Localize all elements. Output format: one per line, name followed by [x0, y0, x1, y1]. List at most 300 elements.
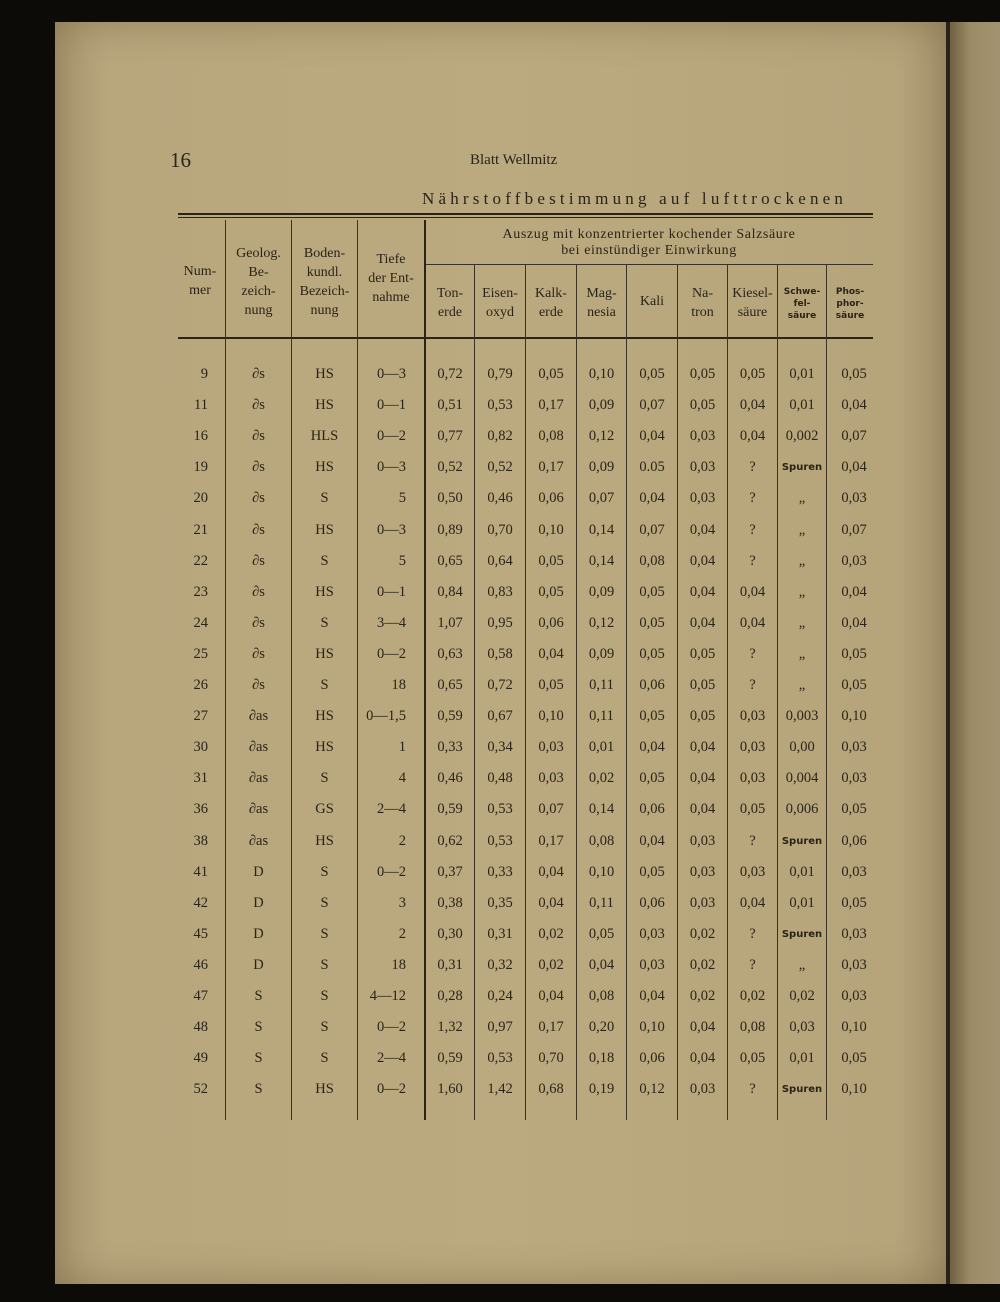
- cell-kalkerde: 0,05: [538, 366, 564, 382]
- cell-kalkerde: 0,05: [538, 583, 564, 600]
- table-row: [0, 577, 1000, 608]
- table-row: [0, 826, 1000, 857]
- cell-eisenoxyd: 1,42: [487, 1081, 513, 1098]
- table-row: [0, 421, 1000, 452]
- table-row: [0, 670, 1000, 701]
- table-row: [0, 981, 1000, 1012]
- cell-kali: 0,06: [639, 894, 665, 911]
- cell-kali: 0,12: [639, 1081, 665, 1098]
- cell-kali: 0,05: [639, 614, 665, 631]
- cell-geolog: ∂s: [252, 521, 265, 538]
- cell-bodenkundl: S: [320, 894, 329, 911]
- cell-tonerde: 0,77: [437, 428, 463, 445]
- cell-magnesia: 0,19: [588, 1081, 615, 1098]
- cell-kali: 0,03: [639, 925, 665, 942]
- cell-magnesia: 0,08: [588, 832, 615, 849]
- cell-tiefe: 18: [391, 677, 406, 693]
- cell-geolog: ∂s: [252, 677, 265, 693]
- cell-kalkerde: 0,17: [538, 1019, 564, 1036]
- cell-tiefe: 0—2: [377, 1081, 406, 1098]
- cell-nummer: 41: [193, 863, 208, 880]
- cell-kieselsaeure: 0,05: [739, 1050, 766, 1067]
- cell-tonerde: 0,62: [437, 832, 463, 849]
- cell-geolog: S: [254, 1050, 263, 1067]
- cell-tonerde: 0,38: [437, 894, 463, 911]
- cell-natron: 0,05: [689, 645, 716, 662]
- cell-tiefe: 0—3: [377, 459, 406, 476]
- cell-tiefe: 5: [398, 552, 406, 569]
- cell-kali: 0,04: [639, 832, 665, 849]
- cell-tonerde: 0,59: [437, 1050, 463, 1067]
- cell-phosphorsaeure: 0,03: [841, 956, 867, 973]
- header-magnesia: Mag- nesia: [586, 286, 617, 320]
- cell-phosphorsaeure: 0,03: [841, 863, 867, 880]
- cell-geolog: ∂s: [252, 397, 265, 414]
- cell-kali: 0,05: [639, 366, 665, 382]
- cell-kali: 0,07: [639, 521, 665, 538]
- cell-magnesia: 0,08: [588, 988, 615, 1004]
- header-kalkerde: Kalk- erde: [535, 286, 567, 320]
- cell-kieselsaeure: 0,05: [739, 801, 766, 818]
- table-row: [0, 763, 1000, 794]
- cell-eisenoxyd: 0,72: [487, 677, 513, 693]
- table-row: [0, 1074, 1000, 1105]
- cell-tiefe: 0—3: [377, 366, 406, 382]
- cell-geolog: D: [253, 863, 264, 880]
- cell-phosphorsaeure: 0,03: [841, 770, 867, 787]
- cell-magnesia: 0,11: [589, 894, 614, 911]
- cell-magnesia: 0,14: [588, 521, 615, 538]
- cell-tonerde: 1,60: [437, 1081, 463, 1098]
- cell-tiefe: 18: [391, 956, 406, 973]
- table-row: [0, 608, 1000, 639]
- cell-kalkerde: 0,06: [538, 490, 564, 507]
- cell-natron: 0,05: [689, 677, 716, 693]
- cell-kali: 0,05: [639, 645, 665, 662]
- cell-eisenoxyd: 0,67: [487, 708, 513, 725]
- header-auszug: Auszug mit konzentrierter kochender Salzsäure bei einstündiger Einwirkung: [502, 227, 796, 258]
- cell-tiefe: 1: [398, 739, 406, 756]
- cell-geolog: ∂s: [252, 366, 265, 382]
- cell-kali: 0,07: [639, 397, 665, 414]
- cell-kali: 0,06: [639, 677, 665, 693]
- cell-natron: 0,04: [689, 521, 716, 538]
- cell-tonerde: 0,51: [437, 397, 463, 414]
- cell-eisenoxyd: 0,24: [487, 988, 513, 1004]
- cell-schwefelsaeure: 0,01: [789, 863, 815, 880]
- cell-nummer: 30: [193, 739, 208, 756]
- cell-nummer: 11: [194, 397, 208, 414]
- cell-eisenoxyd: 0,53: [487, 832, 513, 849]
- cell-kieselsaeure: ?: [749, 521, 756, 538]
- cell-bodenkundl: HLS: [310, 428, 339, 445]
- cell-nummer: 31: [193, 770, 208, 787]
- cell-schwefelsaeure: „: [798, 521, 806, 538]
- cell-kieselsaeure: ?: [749, 459, 756, 476]
- cell-magnesia: 0,02: [588, 770, 615, 787]
- cell-tiefe: 4: [398, 770, 406, 787]
- cell-kieselsaeure: 0,04: [739, 614, 766, 631]
- cell-tiefe: 0—2: [377, 428, 406, 445]
- table-row: [0, 888, 1000, 919]
- cell-nummer: 20: [193, 490, 208, 507]
- cell-natron: 0,04: [689, 614, 716, 631]
- cell-natron: 0,03: [689, 894, 716, 911]
- cell-tonerde: 1,32: [437, 1019, 463, 1036]
- cell-natron: 0,03: [689, 459, 716, 476]
- cell-kalkerde: 0,02: [538, 925, 564, 942]
- cell-tonerde: 0,72: [437, 366, 463, 382]
- header-bodenkundl: Boden- kundl. Bezeich- nung: [299, 246, 350, 318]
- cell-schwefelsaeure: „: [798, 583, 806, 600]
- cell-kieselsaeure: 0,03: [739, 739, 766, 756]
- cell-schwefelsaeure: „: [798, 956, 806, 973]
- cell-kieselsaeure: ?: [749, 552, 756, 569]
- cell-schwefelsaeure: „: [798, 645, 806, 662]
- cell-kieselsaeure: 0,04: [739, 428, 766, 445]
- cell-phosphorsaeure: 0,05: [841, 801, 867, 818]
- cell-bodenkundl: S: [320, 925, 329, 942]
- cell-nummer: 45: [193, 925, 208, 942]
- cell-eisenoxyd: 0,34: [487, 739, 513, 756]
- cell-natron: 0,04: [689, 739, 716, 756]
- cell-natron: 0,03: [689, 428, 716, 445]
- cell-schwefelsaeure: 0,006: [785, 801, 819, 818]
- cell-kalkerde: 0,02: [538, 956, 564, 973]
- cell-eisenoxyd: 0,53: [487, 1050, 513, 1067]
- table-row: [0, 1012, 1000, 1043]
- cell-magnesia: 0,01: [588, 739, 615, 756]
- cell-kalkerde: 0,17: [538, 832, 564, 849]
- header-tiefe: Tiefe der Ent- nahme: [368, 252, 414, 305]
- cell-tiefe: 0—2: [377, 645, 406, 662]
- cell-magnesia: 0,09: [588, 583, 615, 600]
- cell-kieselsaeure: ?: [749, 645, 756, 662]
- cell-natron: 0,05: [689, 708, 716, 725]
- cell-magnesia: 0,20: [588, 1019, 615, 1036]
- cell-eisenoxyd: 0,58: [487, 645, 513, 662]
- cell-tiefe: 3: [398, 894, 406, 911]
- cell-kalkerde: 0,68: [538, 1081, 564, 1098]
- cell-kieselsaeure: 0,03: [739, 863, 766, 880]
- cell-nummer: 25: [193, 645, 208, 662]
- cell-natron: 0,04: [689, 1050, 716, 1067]
- cell-kalkerde: 0,10: [538, 708, 564, 725]
- cell-magnesia: 0,10: [588, 863, 615, 880]
- cell-tiefe: 0—2: [377, 1019, 406, 1036]
- cell-bodenkundl: S: [320, 770, 329, 787]
- cell-magnesia: 0,14: [588, 801, 615, 818]
- cell-phosphorsaeure: 0,03: [841, 739, 867, 756]
- cell-geolog: ∂as: [248, 708, 269, 725]
- cell-bodenkundl: S: [320, 614, 329, 631]
- cell-magnesia: 0,09: [588, 645, 615, 662]
- cell-bodenkundl: S: [320, 490, 329, 507]
- cell-bodenkundl: S: [320, 988, 329, 1004]
- cell-magnesia: 0,12: [588, 614, 615, 631]
- auszug-subrule: [425, 264, 873, 265]
- header-tonerde: Ton- erde: [436, 286, 464, 320]
- cell-nummer: 42: [193, 894, 208, 911]
- cell-kalkerde: 0,03: [538, 739, 564, 756]
- header-kieselsaeure: Kiesel- säure: [732, 286, 773, 320]
- cell-geolog: ∂s: [252, 428, 265, 445]
- cell-eisenoxyd: 0,95: [487, 614, 513, 631]
- table-row: [0, 732, 1000, 763]
- cell-kali: 0,03: [639, 956, 665, 973]
- cell-kalkerde: 0,04: [538, 645, 564, 662]
- cell-schwefelsaeure: 0,01: [789, 1050, 815, 1067]
- cell-kali: 0,08: [639, 552, 665, 569]
- cell-bodenkundl: HS: [315, 739, 334, 756]
- cell-bodenkundl: S: [320, 677, 329, 693]
- cell-tonerde: 0,37: [437, 863, 463, 880]
- cell-phosphorsaeure: 0,03: [841, 552, 867, 569]
- cell-kieselsaeure: ?: [749, 490, 756, 507]
- table-row: [0, 515, 1000, 546]
- cell-nummer: 46: [193, 956, 208, 973]
- cell-kieselsaeure: 0,04: [739, 583, 766, 600]
- cell-tonerde: 0,63: [437, 645, 463, 662]
- header-geolog: Geolog. Be- zeich- nung: [236, 246, 281, 318]
- cell-tonerde: 0,52: [437, 459, 463, 476]
- cell-natron: 0,03: [689, 863, 716, 880]
- cell-schwefelsaeure: Spuren: [781, 835, 823, 847]
- header-phosphorsaeure: Phos- phor- säure: [835, 287, 865, 321]
- header-schwefelsaeure: Schwe- fel- säure: [783, 287, 821, 321]
- cell-magnesia: 0,14: [588, 552, 615, 569]
- cell-eisenoxyd: 0,82: [487, 428, 513, 445]
- table-row: [0, 452, 1000, 483]
- cell-geolog: D: [253, 894, 264, 911]
- cell-nummer: 9: [200, 366, 208, 382]
- cell-eisenoxyd: 0,64: [487, 552, 513, 569]
- cell-bodenkundl: S: [320, 956, 329, 973]
- cell-bodenkundl: S: [320, 1019, 329, 1036]
- cell-kali: 0,06: [639, 1050, 665, 1067]
- cell-kalkerde: 0,10: [538, 521, 564, 538]
- cell-geolog: ∂as: [248, 770, 269, 787]
- cell-natron: 0,05: [689, 397, 716, 414]
- cell-natron: 0,03: [689, 1081, 716, 1098]
- cell-kieselsaeure: 0,08: [739, 1019, 766, 1036]
- cell-bodenkundl: GS: [315, 801, 334, 818]
- cell-eisenoxyd: 0,31: [487, 925, 513, 942]
- table-top-rule: [178, 213, 873, 215]
- table-row: [0, 1043, 1000, 1074]
- cell-nummer: 16: [193, 428, 208, 445]
- cell-geolog: S: [254, 1081, 263, 1098]
- cell-nummer: 19: [193, 459, 208, 476]
- cell-schwefelsaeure: „: [798, 552, 806, 569]
- cell-kali: 0,05: [639, 708, 665, 725]
- cell-magnesia: 0,09: [588, 459, 615, 476]
- cell-schwefelsaeure: 0,01: [789, 397, 815, 414]
- cell-eisenoxyd: 0,46: [487, 490, 513, 507]
- cell-magnesia: 0,11: [589, 677, 614, 693]
- cell-kieselsaeure: 0,04: [739, 894, 766, 911]
- table-row: [0, 794, 1000, 825]
- cell-nummer: 48: [193, 1019, 208, 1036]
- table-row: [0, 950, 1000, 981]
- cell-magnesia: 0,07: [588, 490, 615, 507]
- cell-bodenkundl: HS: [315, 832, 334, 849]
- cell-kalkerde: 0,17: [538, 397, 564, 414]
- cell-natron: 0,04: [689, 801, 716, 818]
- cell-schwefelsaeure: „: [798, 677, 806, 693]
- cell-natron: 0,04: [689, 1019, 716, 1036]
- cell-phosphorsaeure: 0,04: [841, 459, 867, 476]
- cell-nummer: 24: [193, 614, 208, 631]
- cell-geolog: D: [253, 925, 264, 942]
- cell-geolog: ∂s: [252, 614, 265, 631]
- cell-magnesia: 0,18: [588, 1050, 615, 1067]
- cell-magnesia: 0,12: [588, 428, 615, 445]
- running-head: Blatt Wellmitz: [470, 152, 558, 168]
- cell-tiefe: 3—4: [377, 614, 406, 631]
- cell-schwefelsaeure: Spuren: [781, 1084, 823, 1096]
- cell-eisenoxyd: 0,79: [487, 366, 513, 382]
- cell-tiefe: 0—1,5: [366, 708, 406, 725]
- cell-kalkerde: 0,06: [538, 614, 564, 631]
- cell-phosphorsaeure: 0,05: [841, 366, 867, 382]
- cell-nummer: 21: [193, 521, 208, 538]
- cell-nummer: 27: [193, 708, 208, 725]
- cell-tonerde: 0,50: [437, 490, 463, 507]
- cell-tonerde: 0,59: [437, 801, 463, 818]
- cell-phosphorsaeure: 0,03: [841, 925, 867, 942]
- cell-nummer: 52: [193, 1081, 208, 1098]
- cell-kali: 0,05: [639, 770, 665, 787]
- cell-kali: 0,04: [639, 739, 665, 756]
- cell-magnesia: 0,10: [588, 366, 615, 382]
- cell-geolog: ∂s: [252, 490, 265, 507]
- cell-schwefelsaeure: Spuren: [781, 462, 823, 474]
- cell-geolog: ∂s: [252, 583, 265, 600]
- cell-kieselsaeure: ?: [749, 832, 756, 849]
- cell-kalkerde: 0,07: [538, 801, 564, 818]
- table-row: [0, 639, 1000, 670]
- cell-kali: 0,04: [639, 988, 665, 1004]
- cell-magnesia: 0,11: [589, 708, 614, 725]
- cell-eisenoxyd: 0,83: [487, 583, 513, 600]
- cell-tonerde: 0,33: [437, 739, 463, 756]
- cell-schwefelsaeure: 0,002: [785, 428, 819, 445]
- cell-bodenkundl: S: [320, 863, 329, 880]
- cell-kieselsaeure: 0,03: [739, 770, 766, 787]
- cell-geolog: ∂as: [248, 739, 269, 756]
- cell-natron: 0,04: [689, 770, 716, 787]
- cell-tiefe: 0—1: [377, 583, 406, 600]
- cell-kalkerde: 0,03: [538, 770, 564, 787]
- cell-nummer: 36: [193, 801, 208, 818]
- cell-phosphorsaeure: 0,05: [841, 894, 867, 911]
- cell-kieselsaeure: ?: [749, 956, 756, 973]
- cell-nummer: 22: [193, 552, 208, 569]
- cell-bodenkundl: HS: [315, 583, 334, 600]
- cell-nummer: 47: [193, 988, 208, 1004]
- header-kali: Kali: [639, 294, 665, 309]
- cell-phosphorsaeure: 0,10: [841, 1081, 867, 1098]
- cell-kalkerde: 0,04: [538, 894, 564, 911]
- cell-eisenoxyd: 0,53: [487, 397, 513, 414]
- cell-schwefelsaeure: Spuren: [781, 928, 823, 940]
- cell-kali: 0.05: [639, 459, 665, 476]
- cell-geolog: D: [253, 956, 264, 973]
- cell-phosphorsaeure: 0,05: [841, 645, 867, 662]
- cell-tiefe: 2—4: [377, 801, 406, 818]
- cell-schwefelsaeure: 0,02: [789, 988, 815, 1004]
- cell-kieselsaeure: ?: [749, 1081, 756, 1098]
- cell-magnesia: 0,05: [588, 925, 615, 942]
- cell-kieselsaeure: 0,03: [739, 708, 766, 725]
- cell-geolog: ∂s: [252, 645, 265, 662]
- cell-magnesia: 0,04: [588, 956, 615, 973]
- cell-tonerde: 1,07: [437, 614, 463, 631]
- cell-tiefe: 0—2: [377, 863, 406, 880]
- cell-phosphorsaeure: 0,05: [841, 677, 867, 693]
- cell-kali: 0,04: [639, 490, 665, 507]
- cell-natron: 0,02: [689, 988, 716, 1004]
- table-title: Nährstoffbestimmung auf lufttrockenen: [422, 189, 848, 208]
- cell-kieselsaeure: ?: [749, 677, 756, 693]
- cell-kalkerde: 0,08: [538, 428, 564, 445]
- cell-schwefelsaeure: „: [798, 614, 806, 631]
- cell-phosphorsaeure: 0,07: [841, 428, 867, 445]
- cell-natron: 0,03: [689, 832, 716, 849]
- cell-tonerde: 0,30: [437, 925, 463, 942]
- table-row: [0, 359, 1000, 390]
- cell-nummer: 26: [193, 677, 208, 693]
- cell-bodenkundl: S: [320, 552, 329, 569]
- cell-tonerde: 0,84: [437, 583, 463, 600]
- cell-eisenoxyd: 0,32: [487, 956, 513, 973]
- cell-eisenoxyd: 0,70: [487, 521, 513, 538]
- cell-bodenkundl: HS: [315, 459, 334, 476]
- cell-tonerde: 0,59: [437, 708, 463, 725]
- cell-phosphorsaeure: 0,10: [841, 1019, 867, 1036]
- cell-kali: 0,05: [639, 583, 665, 600]
- cell-geolog: ∂s: [252, 459, 265, 476]
- cell-tonerde: 0,65: [437, 552, 463, 569]
- cell-kali: 0,05: [639, 863, 665, 880]
- cell-phosphorsaeure: 0,04: [841, 614, 867, 631]
- cell-eisenoxyd: 0,35: [487, 894, 513, 911]
- cell-eisenoxyd: 0,97: [487, 1019, 513, 1036]
- cell-kieselsaeure: 0,05: [739, 366, 766, 382]
- table-row: [0, 857, 1000, 888]
- cell-tonerde: 0,65: [437, 677, 463, 693]
- header-eisenoxyd: Eisen- oxyd: [482, 286, 518, 320]
- cell-magnesia: 0,09: [588, 397, 615, 414]
- cell-kali: 0,10: [639, 1019, 665, 1036]
- cell-kalkerde: 0,04: [538, 988, 564, 1004]
- cell-tiefe: 5: [398, 490, 406, 507]
- cell-tonerde: 0,31: [437, 956, 463, 973]
- cell-phosphorsaeure: 0,07: [841, 521, 867, 538]
- cell-tiefe: 0—1: [377, 397, 406, 414]
- cell-schwefelsaeure: 0,00: [789, 739, 815, 756]
- cell-bodenkundl: HS: [315, 521, 334, 538]
- cell-schwefelsaeure: 0,01: [789, 366, 815, 382]
- table-row: [0, 390, 1000, 421]
- cell-schwefelsaeure: 0,03: [789, 1019, 815, 1036]
- table-top-rule-thin: [178, 217, 873, 218]
- cell-bodenkundl: HS: [315, 397, 334, 414]
- cell-nummer: 49: [193, 1050, 208, 1067]
- cell-natron: 0,03: [689, 490, 716, 507]
- table-row: [0, 919, 1000, 950]
